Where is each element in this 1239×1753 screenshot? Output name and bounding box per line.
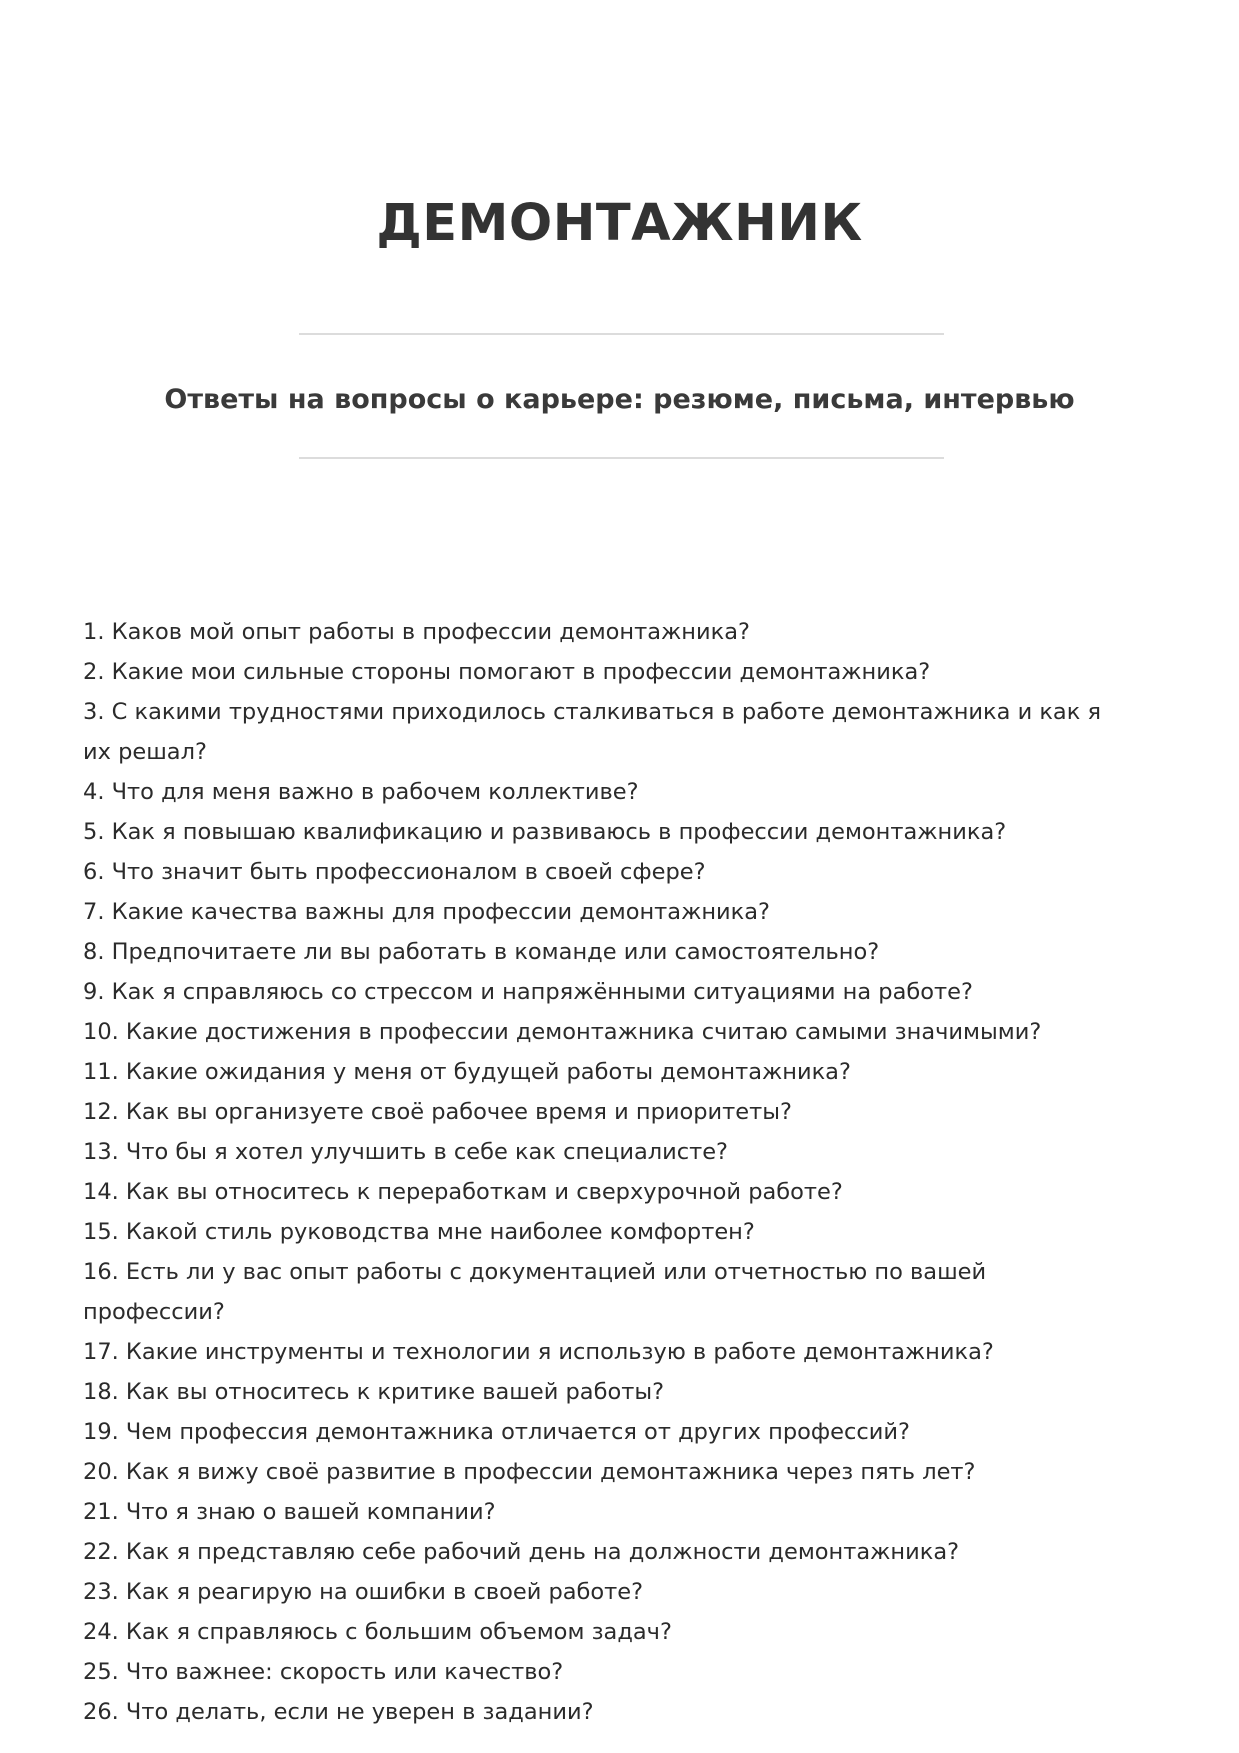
question-item: 18. Как вы относитесь к критике вашей работы? bbox=[83, 1379, 665, 1405]
question-item: 13. Что бы я хотел улучшить в себе как специалисте? bbox=[83, 1139, 728, 1165]
question-item: 11. Какие ожидания у меня от будущей работы демонтажника? bbox=[83, 1059, 851, 1085]
question-item: 22. Как я представляю себе рабочий день на должности демонтажника? bbox=[83, 1539, 960, 1565]
question-item: 23. Как я реагирую на ошибки в своей работе? bbox=[83, 1579, 644, 1605]
question-item: 6. Что значит быть профессионалом в своей сфере? bbox=[83, 859, 706, 885]
question-item: 15. Какой стиль руководства мне наиболее комфортен? bbox=[83, 1219, 755, 1245]
page-title: ДЕМОНТАЖНИК bbox=[376, 194, 863, 253]
question-item: 4. Что для меня важно в рабочем коллективе? bbox=[83, 779, 639, 805]
question-item: 25. Что важнее: скорость или качество? bbox=[83, 1659, 564, 1685]
divider-top bbox=[299, 333, 944, 335]
question-item: 10. Какие достижения в профессии демонтажника считаю самыми значимыми? bbox=[83, 1019, 1042, 1045]
question-item: 9. Как я справляюсь со стрессом и напряжёнными ситуациями на работе? bbox=[83, 979, 973, 1005]
page-subtitle: Ответы на вопросы о карьере: резюме, письма, интервью bbox=[164, 384, 1075, 415]
question-item: 20. Как я вижу своё развитие в профессии демонтажника через пять лет? bbox=[83, 1459, 976, 1485]
divider-bottom bbox=[299, 457, 944, 459]
question-item: 16. Есть ли у вас опыт работы с документацией или отчетностью по вашей профессии? bbox=[83, 1259, 987, 1325]
question-item: 19. Чем профессия демонтажника отличается от других профессий? bbox=[83, 1419, 910, 1445]
question-item: 12. Как вы организуете своё рабочее время и приоритеты? bbox=[83, 1099, 792, 1125]
question-item: 1. Каков мой опыт работы в профессии демонтажника? bbox=[83, 619, 750, 645]
question-item: 7. Какие качества важны для профессии демонтажника? bbox=[83, 899, 770, 925]
question-item: 17. Какие инструменты и технологии я использую в работе демонтажника? bbox=[83, 1339, 994, 1365]
question-item: 5. Как я повышаю квалификацию и развиваюсь в профессии демонтажника? bbox=[83, 819, 1007, 845]
question-item: 2. Какие мои сильные стороны помогают в профессии демонтажника? bbox=[83, 659, 931, 685]
question-item: 8. Предпочитаете ли вы работать в команде или самостоятельно? bbox=[83, 939, 880, 965]
question-item: 3. С какими трудностями приходилось сталкиваться в работе демонтажника и как я их решал? bbox=[83, 699, 1101, 765]
question-item: 26. Что делать, если не уверен в задании? bbox=[83, 1699, 594, 1725]
question-item: 14. Как вы относитесь к переработкам и сверхурочной работе? bbox=[83, 1179, 843, 1205]
question-item: 21. Что я знаю о вашей компании? bbox=[83, 1499, 496, 1525]
question-item: 24. Как я справляюсь с большим объемом задач? bbox=[83, 1619, 672, 1645]
question-list bbox=[83, 612, 1113, 1732]
